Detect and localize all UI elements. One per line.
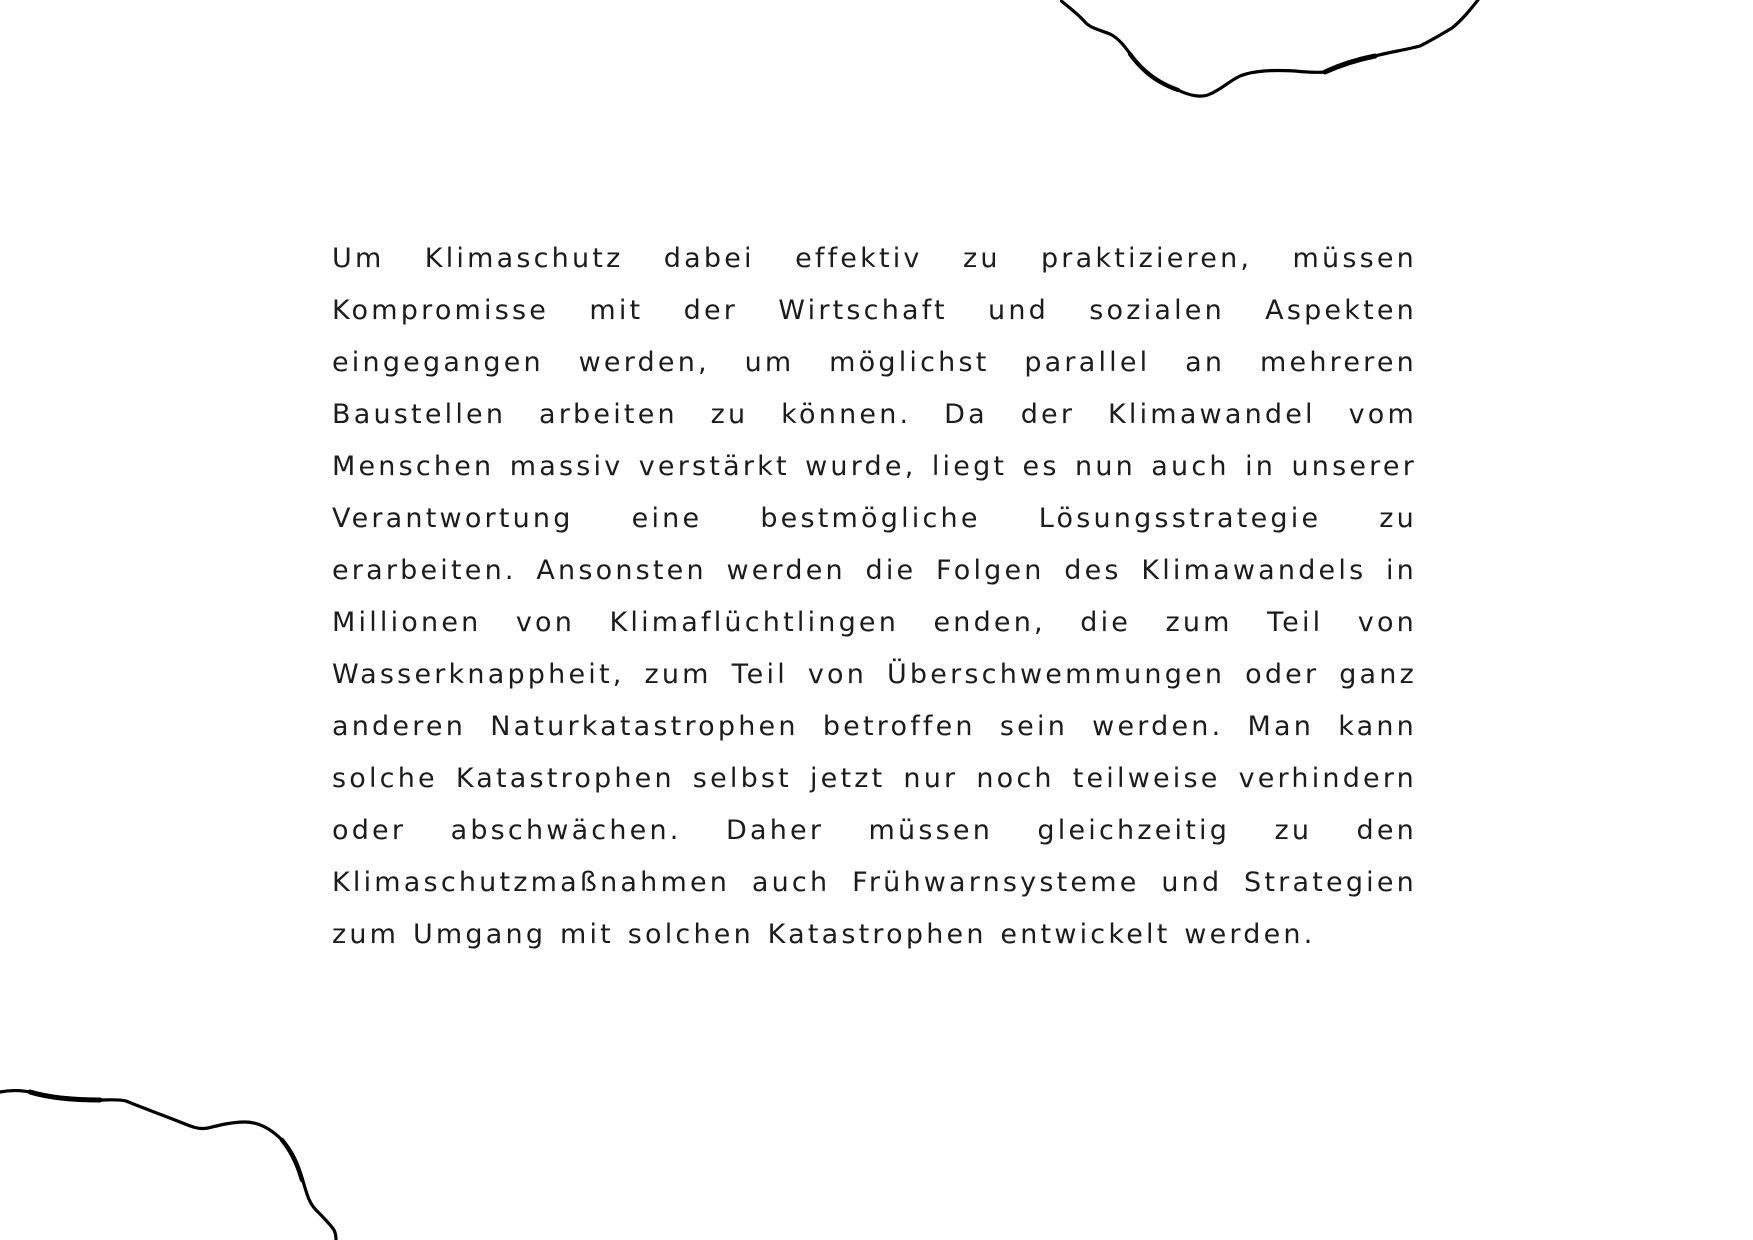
body-paragraph: Um Klimaschutz dabei effektiv zu praktizieren, müssen Kompromisse mit der Wirtschaft und sozialen Aspekten eingegangen werden, um möglichst parallel an mehreren Baustellen arbeiten zu können. Da der Klimawandel vom Menschen massiv verstärkt wurde, liegt es nun auch in unserer Verantwortung eine bestmögliche Lösungsstrategie zu erarbeiten. Ansonsten werden die Folgen des Klimawandels in Millionen von Klimaflüchtlingen enden, die zum Teil von Wasserknappheit, zum Teil von Überschwemmungen oder ganz anderen Naturkatastrophen betroffen sein werden. Man kann solche Katastrophen selbst jetzt nur noch teilweise verhindern oder abschwächen. Daher müssen gleichzeitig zu den Klimaschutzmaßnahmen auch Frühwarnsysteme und Strategien zum Umgang mit solchen Katastrophen entwickelt werden.: [332, 243, 1417, 950]
decorative-stroke-top: [1060, 0, 1478, 96]
decorative-line-top: [1060, 0, 1520, 110]
decorative-stroke-top-thick-2: [1130, 54, 1178, 90]
decorative-line-bottom: [0, 1080, 350, 1240]
decorative-stroke-bottom-thick-2: [282, 1140, 302, 1180]
decorative-stroke-top-thick: [1325, 56, 1375, 72]
decorative-stroke-bottom: [0, 1091, 336, 1240]
decorative-stroke-bottom-thick: [30, 1092, 100, 1100]
